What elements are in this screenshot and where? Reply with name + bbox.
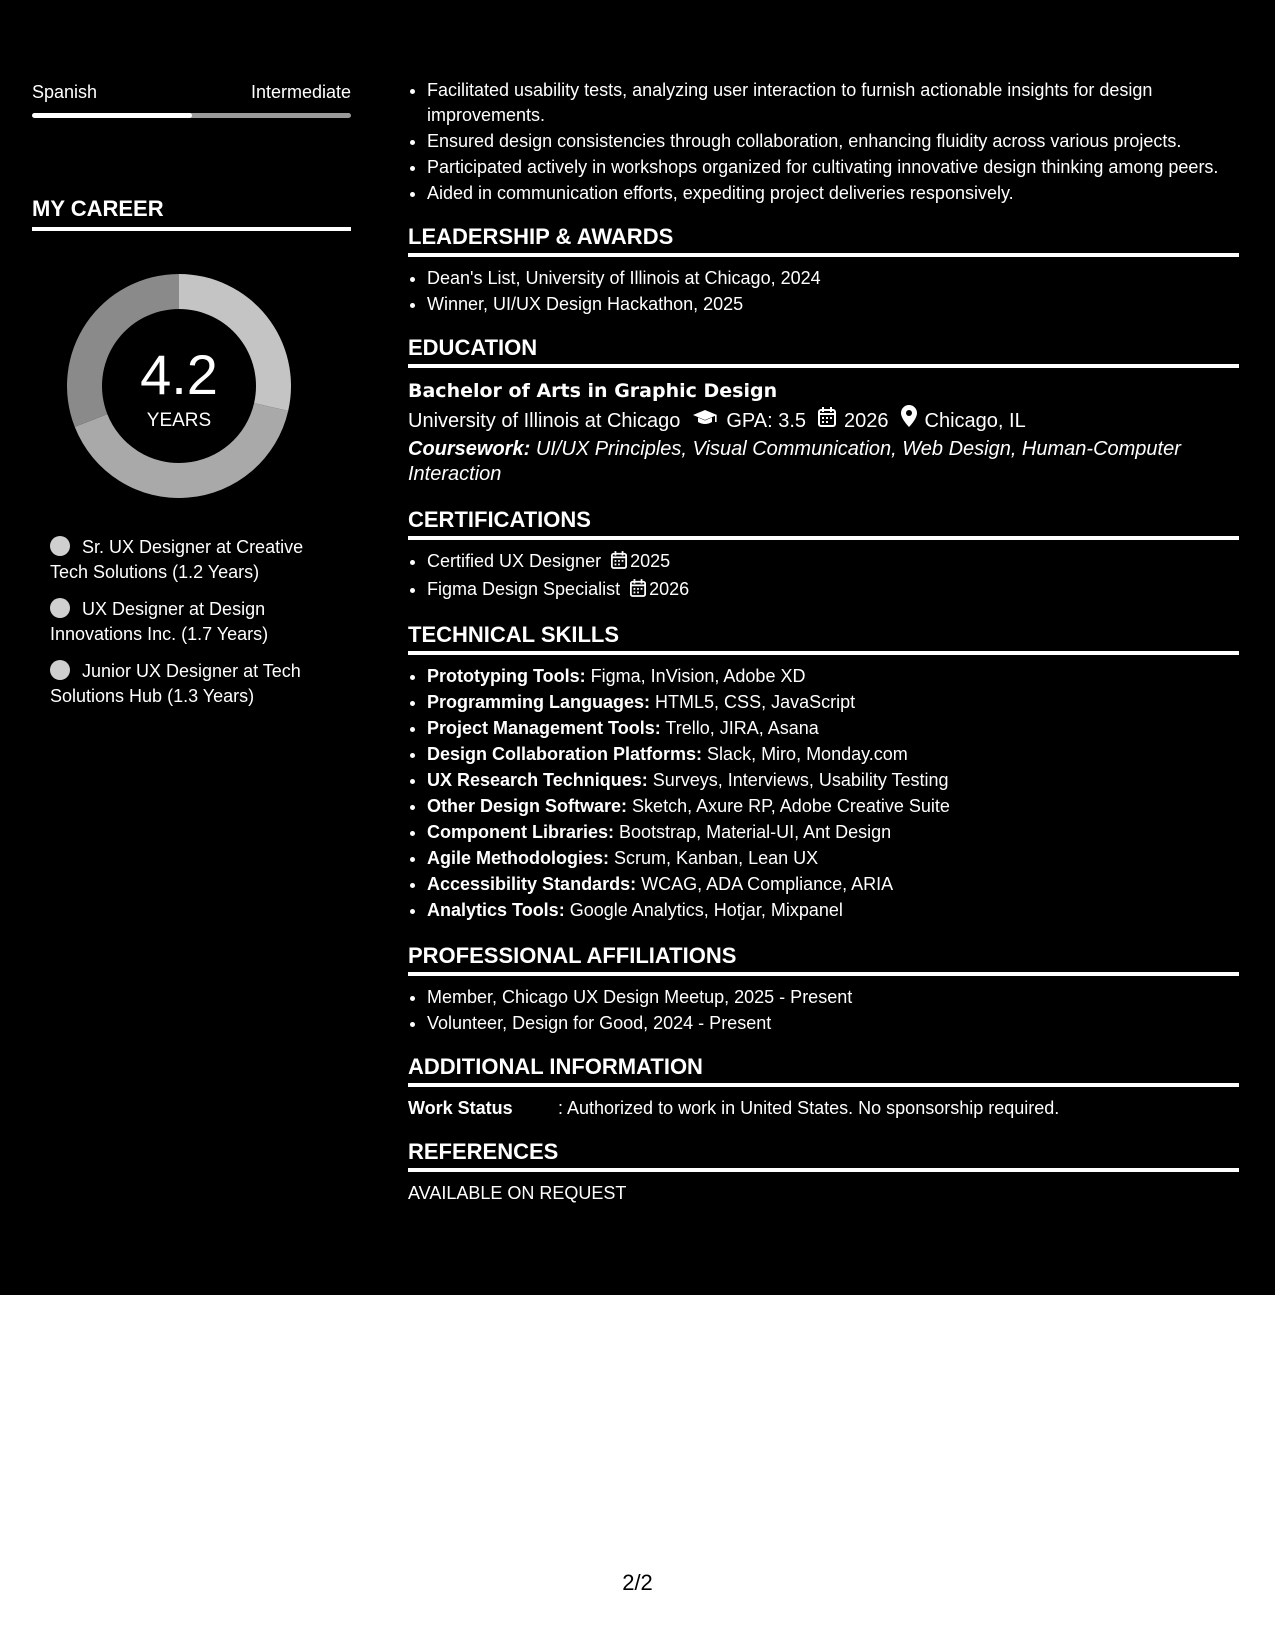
skill-value: HTML5, CSS, JavaScript [655,692,856,712]
skill-value: WCAG, ADA Compliance, ARIA [641,874,894,894]
calendar-icon [818,405,836,437]
career-role-item [50,659,340,709]
leadership-heading: LEADERSHIP & AWARDS [408,224,1239,257]
skill-item [427,846,1239,871]
coursework-list: UI/UX Principles, Visual Communication, Web Design, Human-Computer Interaction [408,438,1181,485]
page-number: 2/2 [622,1570,653,1595]
skill-value: Sketch, Axure RP, Adobe Creative Suite [632,796,950,816]
skill-item [427,898,1239,923]
skill-label: Analytics Tools: [427,900,565,920]
skill-value: Slack, Miro, Monday.com [707,744,908,764]
calendar-icon [611,551,627,576]
graduation-cap-icon [692,405,718,437]
affiliations-list [408,985,1239,1036]
skill-value: Trello, JIRA, Asana [665,718,819,738]
skills-list [408,664,1239,923]
calendar-icon [630,579,646,604]
gpa: GPA: 3.5 [726,410,807,432]
coursework [408,437,1239,487]
language-name: Spanish [32,82,98,102]
certification-year: 2025 [630,551,671,571]
career-total-years: 4.2 [140,343,218,406]
experience-bullet: • Participated actively in workshops organized for cultivating innovative design thinking among peers. [427,155,1239,180]
bullet-dot-icon [50,598,70,618]
leadership-list [408,266,1239,317]
skill-value: Figma, InVision, Adobe XD [590,666,806,686]
career-heading: MY CAREER [32,196,351,231]
degree-title: Bachelor of Arts in Graphic Design [408,380,778,402]
career-role-item [50,597,340,647]
skill-item [427,716,1239,741]
certification-item [427,549,1239,576]
skill-item [427,820,1239,845]
skill-value: Bootstrap, Material-UI, Ant Design [619,822,892,842]
education-meta [408,405,1239,437]
certification-name: Figma Design Specialist [427,579,621,599]
skill-label: UX Research Techniques: [427,770,648,790]
experience-bullet: • Ensured design consistencies through collaboration, enhancing fluidity across various projects. [427,129,1239,154]
experience-bullets [408,78,1239,206]
language-proficiency-bar [32,113,351,118]
skill-item [427,872,1239,897]
skill-label: Prototyping Tools: [427,666,586,686]
career-role-label: Sr. UX Designer at Creative Tech Solutions (1.2 Years) [50,537,304,582]
skill-label: Accessibility Standards: [427,874,637,894]
coursework-label: Coursework: [408,438,531,460]
skill-item [427,794,1239,819]
skill-value: Surveys, Interviews, Usability Testing [652,770,949,790]
skill-item [427,742,1239,767]
affiliation-item: • Volunteer, Design for Good, 2024 - Present [427,1011,1239,1036]
certifications-heading: CERTIFICATIONS [408,507,1239,540]
education-heading: EDUCATION [408,335,1239,368]
skill-label: Agile Methodologies: [427,848,609,868]
references-text: AVAILABLE ON REQUEST [408,1183,627,1203]
affiliations-heading: PROFESSIONAL AFFILIATIONS [408,943,1239,976]
career-donut-chart [66,273,292,499]
skill-label: Programming Languages: [427,692,651,712]
skill-label: Other Design Software: [427,796,628,816]
graduation-year: 2026 [844,410,889,432]
school-location: Chicago, IL [924,410,1026,432]
certification-item [427,577,1239,604]
work-status-label: Work Status [408,1098,513,1118]
certification-year: 2026 [649,579,690,599]
language-proficiency-fill [32,113,192,118]
work-status-row [408,1096,1239,1121]
skill-label: Component Libraries: [427,822,615,842]
leadership-item: • Dean's List, University of Illinois at Chicago, 2024 [427,266,1239,291]
skill-label: Project Management Tools: [427,718,661,738]
leadership-item: • Winner, UI/UX Design Hackathon, 2025 [427,292,1239,317]
skill-item [427,664,1239,689]
language-row [32,82,351,103]
school-name: University of Illinois at Chicago [408,410,681,432]
bullet-dot-icon [50,660,70,680]
career-role-item [50,535,340,585]
skill-item [427,690,1239,715]
skill-value: Google Analytics, Hotjar, Mixpanel [569,900,843,920]
location-pin-icon [901,405,917,437]
skill-value: Scrum, Kanban, Lean UX [614,848,819,868]
additional-info-heading: ADDITIONAL INFORMATION [408,1054,1239,1087]
career-total-unit: YEARS [146,410,212,431]
career-role-list [50,535,340,721]
language-level: Intermediate [250,82,351,102]
references-heading: REFERENCES [408,1139,1239,1172]
right-column [408,78,1239,1206]
career-role-label: UX Designer at Design Innovations Inc. (1.7 Years) [50,599,269,644]
experience-bullet: • Facilitated usability tests, analyzing user interaction to furnish actionable insights for design improvements. [427,78,1239,128]
experience-bullet: • Aided in communication efforts, expediting project deliveries responsively. [427,181,1239,206]
career-role-label: Junior UX Designer at Tech Solutions Hub (1.3 Years) [50,661,301,706]
bullet-dot-icon [50,536,70,556]
skill-label: Design Collaboration Platforms: [427,744,703,764]
skills-heading: TECHNICAL SKILLS [408,622,1239,655]
work-status-value: : Authorized to work in United States. No sponsorship required. [558,1098,1060,1118]
affiliation-item: • Member, Chicago UX Design Meetup, 2025 - Present [427,985,1239,1010]
skill-item [427,768,1239,793]
certification-name: Certified UX Designer [427,551,602,571]
certifications-list [408,549,1239,604]
